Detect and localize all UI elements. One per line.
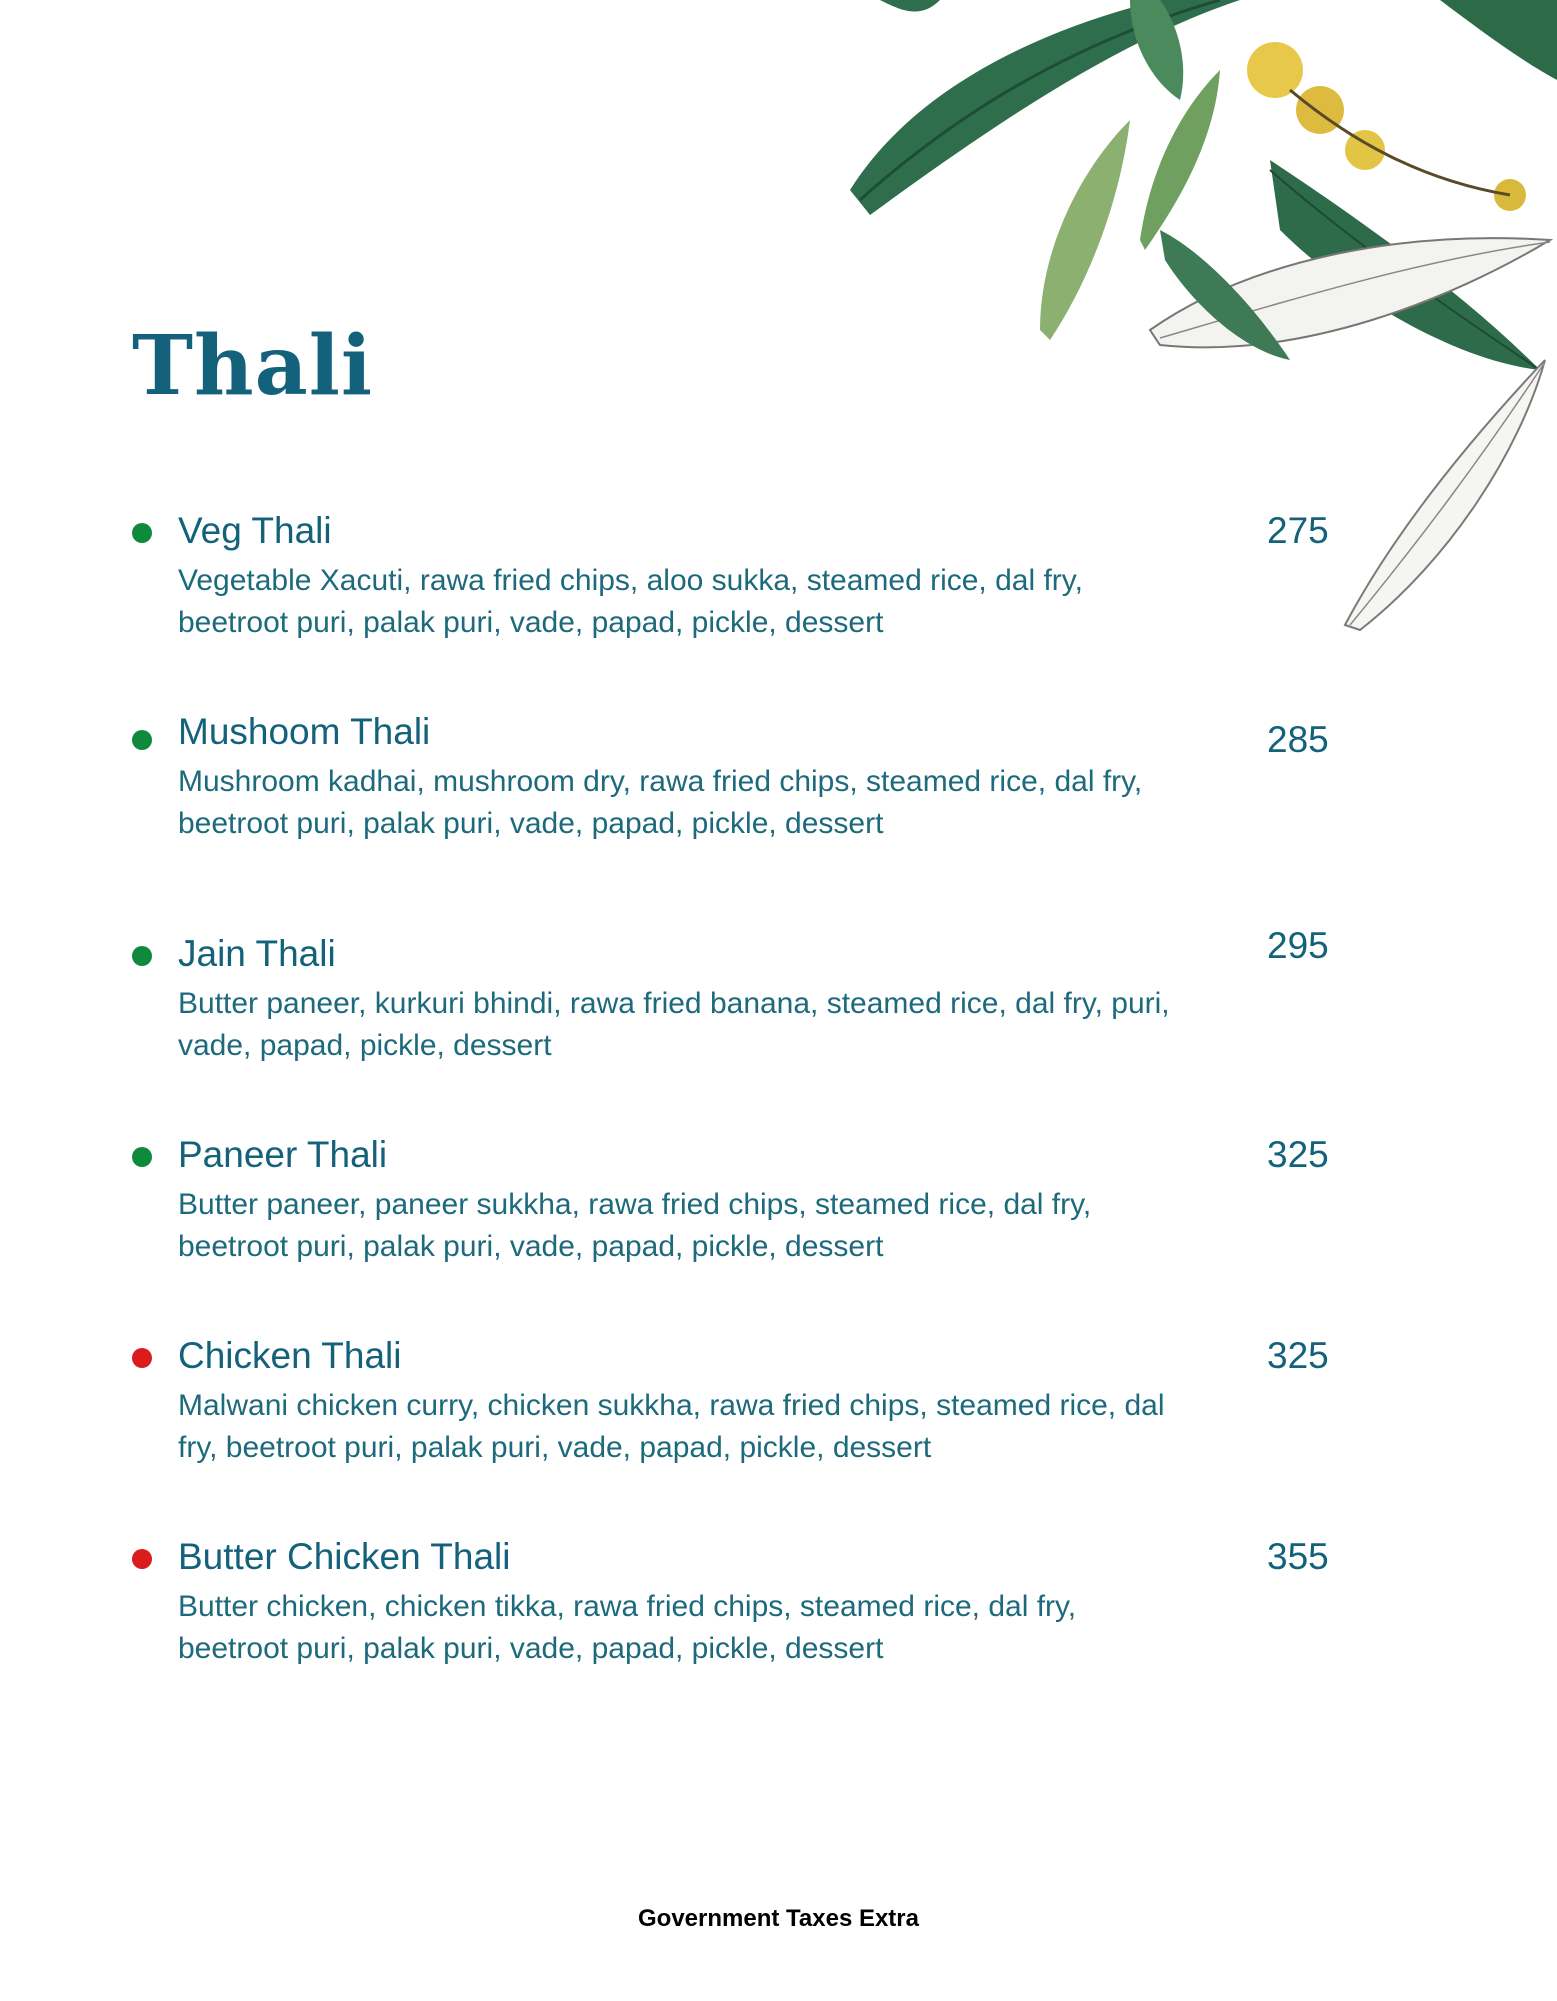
item-description: Butter chicken, chicken tikka, rawa fried chips, steamed rice, dal fry, beetroot puri, palak puri, vade, papad, pickle, dessert — [178, 1590, 1077, 1665]
footer-note: Government Taxes Extra — [637, 1905, 919, 1932]
item-price: 325 — [1267, 1335, 1329, 1376]
item-name: Mushoom Thali — [178, 711, 431, 752]
page-title: Thali — [132, 318, 374, 414]
veg-indicator-icon — [132, 523, 152, 543]
item-description: Vegetable Xacuti, rawa fried chips, aloo sukka, steamed rice, dal fry, beetroot puri, palak puri, vade, papad, pickle, dessert — [178, 564, 1083, 639]
item-description: Butter paneer, kurkuri bhindi, rawa fried banana, steamed rice, dal fry, puri, vade, papad, pickle, dessert — [178, 987, 1170, 1062]
veg-indicator-icon — [132, 1147, 152, 1167]
item-price: 325 — [1267, 1134, 1329, 1175]
veg-indicator-icon — [132, 946, 152, 966]
item-price: 285 — [1267, 719, 1329, 760]
item-name: Veg Thali — [178, 510, 332, 551]
nonveg-indicator-icon — [132, 1549, 152, 1569]
item-description: Malwani chicken curry, chicken sukkha, rawa fried chips, steamed rice, dal fry, beetroot puri, palak puri, vade, papad, pickle, dessert — [178, 1389, 1165, 1464]
item-description: Butter paneer, paneer sukkha, rawa fried chips, steamed rice, dal fry, beetroot puri, palak puri, vade, papad, pickle, dessert — [178, 1188, 1092, 1263]
veg-indicator-icon — [132, 730, 152, 750]
nonveg-indicator-icon — [132, 1348, 152, 1368]
item-name: Paneer Thali — [178, 1134, 388, 1175]
item-name: Jain Thali — [178, 933, 336, 974]
item-price: 355 — [1267, 1536, 1329, 1577]
item-name: Butter Chicken Thali — [178, 1536, 511, 1577]
item-description: Mushroom kadhai, mushroom dry, rawa fried chips, steamed rice, dal fry, beetroot puri, palak puri, vade, papad, pickle, dessert — [178, 765, 1143, 840]
item-name: Chicken Thali — [178, 1335, 402, 1376]
item-price: 275 — [1267, 510, 1329, 551]
item-price: 295 — [1267, 925, 1329, 966]
